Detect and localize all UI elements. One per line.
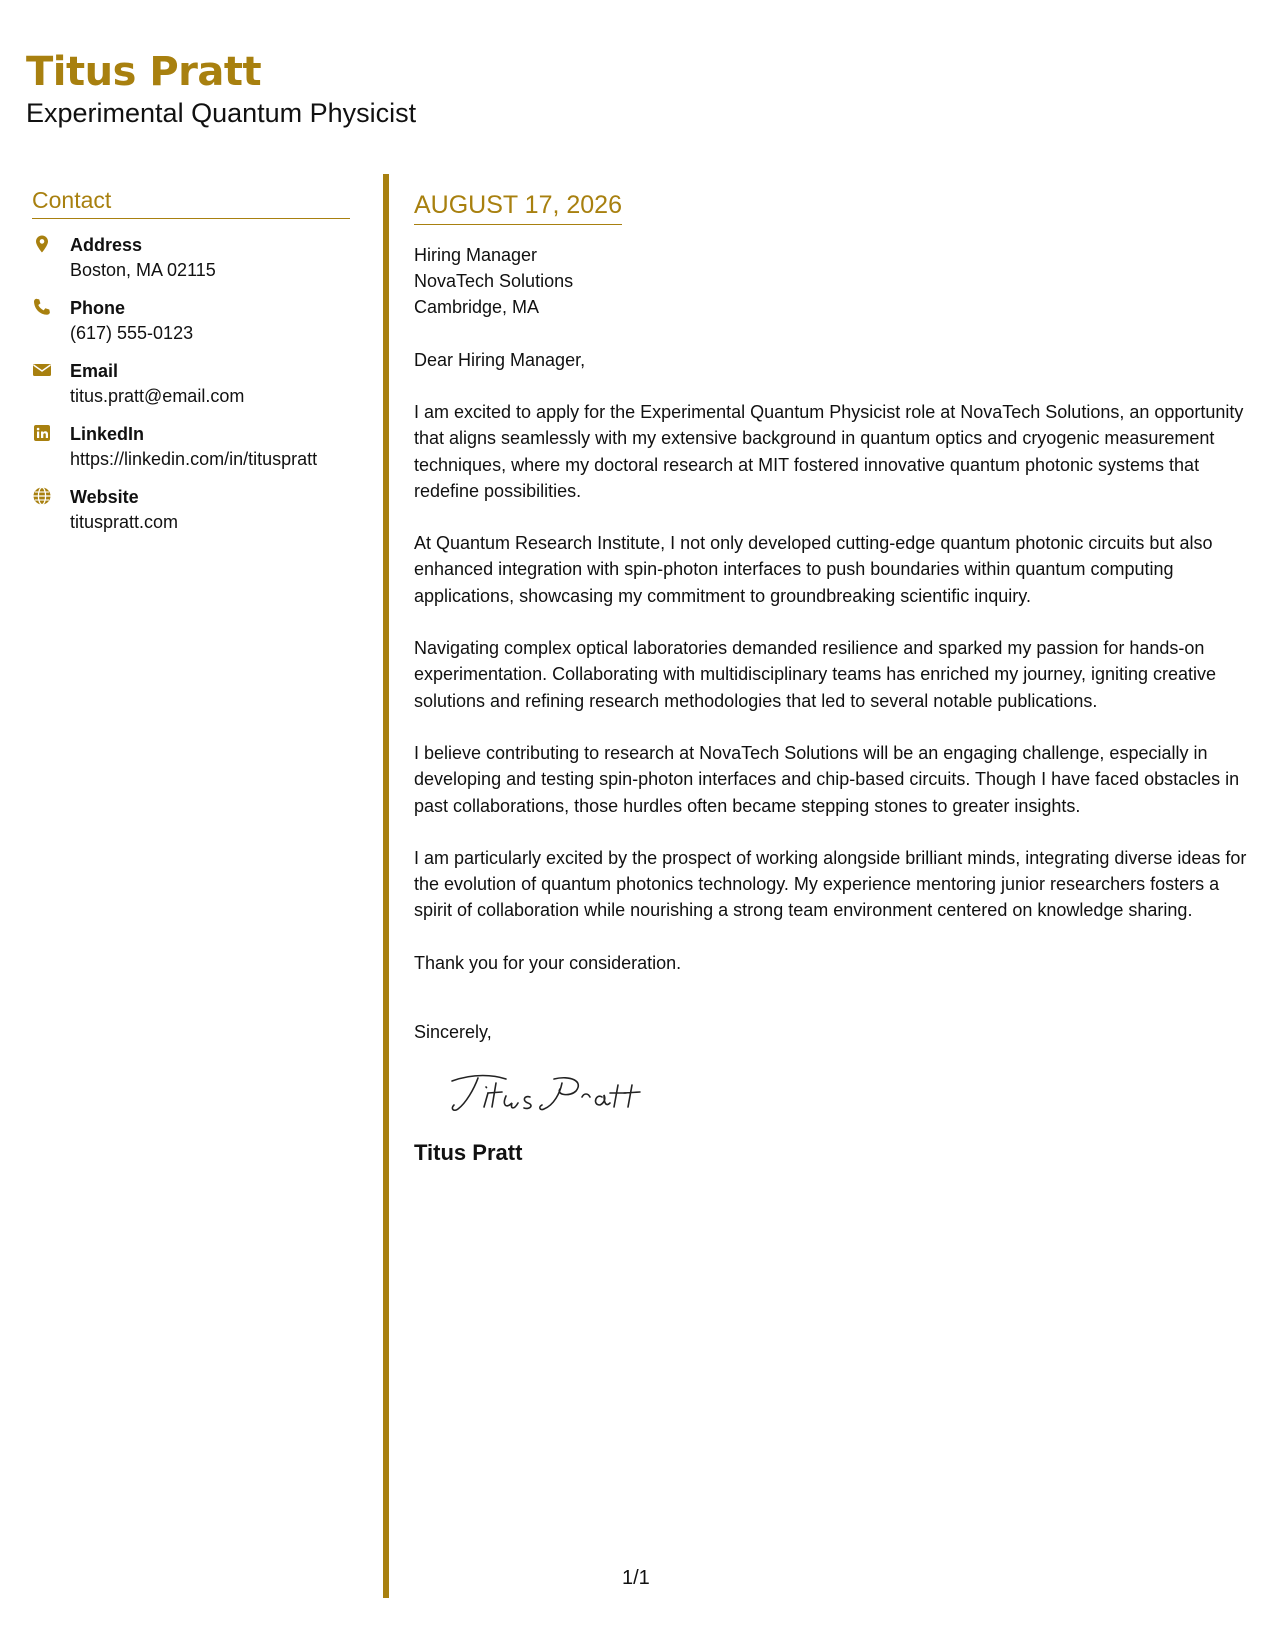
contact-label: LinkedIn — [70, 424, 145, 444]
page-number: 1/1 — [622, 1567, 650, 1589]
contact-sidebar — [32, 186, 350, 548]
contact-linkedin — [32, 422, 350, 485]
envelope-icon — [32, 360, 52, 380]
applicant-name: Titus Pratt — [26, 49, 262, 95]
signed-name: Titus Pratt — [414, 1139, 523, 1165]
sign-off: Sincerely, — [414, 1021, 492, 1042]
letter-date: AUGUST 17, 2026 — [414, 190, 622, 225]
body-paragraph: At Quantum Research Institute, I not only developed cutting-edge quantum photonic circuits but also enhanced integration with spin-photon interfaces to push boundaries within quantum computing applications, showcasing my commitment to groundbreaking scientific inquiry. — [414, 533, 1213, 606]
letter-body — [414, 190, 1254, 1167]
contact-label: Phone — [70, 298, 126, 318]
body-paragraph: I am excited to apply for the Experimental Quantum Physicist role at NovaTech Solutions, an opportunity that aligns seamlessly with my extensive background in quantum optics and cryogenic measurement techniques, where my doctoral research at MIT fostered innovative quantum photonic systems that redefine possibilities. — [414, 402, 1244, 501]
contact-website — [32, 485, 350, 548]
phone-icon — [32, 297, 52, 317]
contact-value: Boston, MA 02115 — [70, 260, 216, 280]
salutation: Dear Hiring Manager, — [414, 350, 586, 370]
contact-value: https://linkedin.com/in/tituspratt — [70, 449, 318, 469]
handwritten-signature — [444, 1063, 1254, 1123]
recipient-block — [414, 242, 1254, 320]
contact-label: Website — [70, 487, 139, 507]
contact-email — [32, 359, 350, 422]
body-paragraph: Navigating complex optical laboratories demanded resilience and sparked my passion for hands-on experimentation. Collaborating with multidisciplinary teams has enriched my journey, igniting creative solutions and refining research methodologies that led to several notable publications. — [414, 638, 1217, 711]
contact-value: titus.pratt@email.com — [70, 386, 245, 406]
vertical-divider — [383, 174, 389, 1598]
recipient-line: Cambridge, MA — [414, 297, 540, 317]
map-pin-icon — [32, 234, 52, 254]
contact-phone — [32, 296, 350, 359]
body-paragraph: I believe contributing to research at NovaTech Solutions will be an engaging challenge, especially in developing and testing spin-photon interfaces and chip-based circuits. Though I have faced obstacles in past collaborations, those hurdles often became stepping stones to greater insights. — [414, 742, 1240, 816]
contact-heading: Contact — [32, 186, 350, 219]
contact-label: Address — [70, 235, 143, 255]
recipient-line: NovaTech Solutions — [414, 271, 574, 291]
contact-label: Email — [70, 361, 119, 381]
recipient-line: Hiring Manager — [414, 245, 538, 265]
applicant-title: Experimental Quantum Physicist — [26, 98, 417, 128]
contact-address — [32, 233, 350, 296]
contact-value: (617) 555-0123 — [70, 323, 194, 343]
letter-header — [26, 48, 416, 130]
contact-value: tituspratt.com — [70, 512, 179, 532]
globe-icon — [32, 486, 52, 506]
contact-list — [32, 233, 350, 548]
closing-line: Thank you for your consideration. — [414, 952, 682, 973]
linkedin-icon — [32, 423, 52, 443]
body-paragraph: I am particularly excited by the prospect of working alongside brilliant minds, integrating diverse ideas for the evolution of quantum photonics technology. My experience mentoring junior researchers fosters a spirit of collaboration while nourishing a strong team environment centered on knowledge sharing. — [414, 847, 1247, 921]
